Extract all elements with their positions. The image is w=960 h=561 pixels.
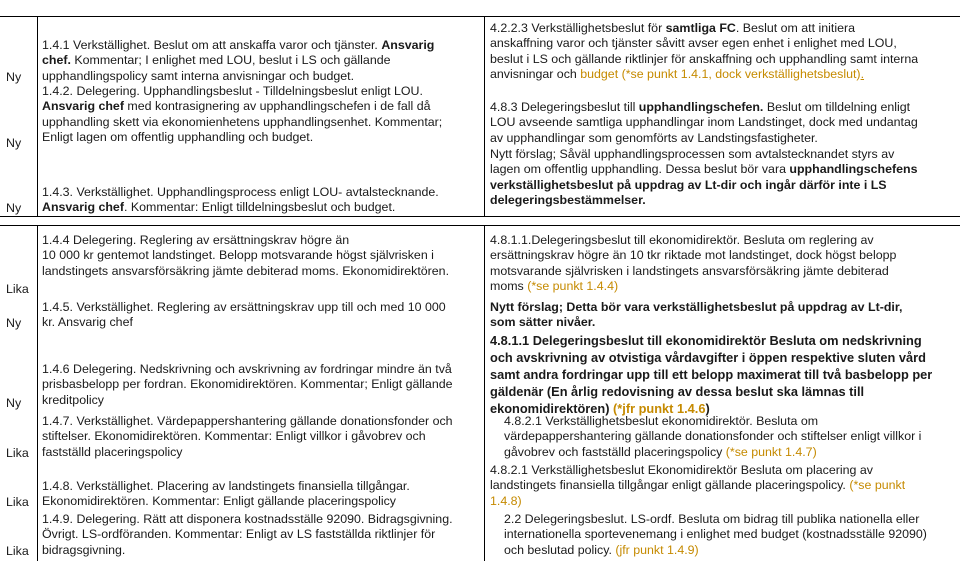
right-cell: 4.8.2.1 Verkställighetsbeslut ekonomidirektör. Besluta om värdepappershantering gällande donationsfonder och stiftelser enligt villkor i gåvobrev och fastställd placeringspolicy (*se punkt 1.4.7)	[504, 414, 922, 459]
row-status: Lika	[6, 495, 29, 509]
vertical-rule-mid-lower	[484, 225, 485, 561]
right-cell: 2.2 Delegeringsbeslut. LS-ordf. Besluta om bidrag till publika nationella eller internationella sportevenemang i enlighet med budget (kostnadsställe 92090) och beslutad policy. (jfr punkt 1.4.9)	[504, 512, 927, 557]
left-cell: 1.4.4 Delegering. Reglering av ersättningskrav högre än 10 000 kr gentemot landstinget. Belopp motsvarande högst självrisken i landstingets ansvarsförsäkring jämte debiterad moms. Ekonomidirektören.	[42, 233, 450, 278]
horizontal-rule-break2	[0, 225, 960, 226]
vertical-rule-left	[37, 16, 38, 216]
right-cell: 4.8.2.1 Verkställighetsbeslut Ekonomidirektör Besluta om placering av landstingets finansiella tillgångar enligt gällande placeringspolicy. (*se punkt 1.4.8)	[490, 463, 906, 508]
left-cell: 1.4.3. Verkställighet. Upphandlingsprocess enligt LOU- avtalstecknande. Ansvarig chef. Kommentar: Enligt tilldelningsbeslut och budget.	[42, 185, 439, 215]
left-cell: 1.4.8. Verkställighet. Placering av landstingets finansiella tillgångar. Ekonomidirektören. Kommentar: Enligt gällande placeringspolicy	[42, 479, 410, 509]
right-cell: 4.8.3 Delegeringsbeslut till upphandlingschefen. Beslut om tilldelning enligt LOU avseende samtliga upphandlingar inom Landstinget, dock med undantag av upphandlingar som genomförts av Landstingsfastigheter.	[490, 100, 918, 145]
right-cell: Nytt förslag; Detta bör vara verkställighetsbeslut på uppdrag av Lt-dir, som sätter nivåer.	[490, 300, 903, 330]
vertical-rule-mid	[484, 16, 485, 216]
left-cell: 1.4.2. Delegering. Upphandlingsbeslut - Tilldelningsbeslut enligt LOU. Ansvarig chef med kontrasignering av upphandlingschefen i de fall då upphandling skett via ekonomienhetens upphandlingsenhet. Kommentar; Enligt lagen om offentlig upphandling och budget.	[42, 84, 443, 145]
row-status: Lika	[6, 544, 29, 558]
row-status: Ny	[6, 136, 22, 150]
left-cell: 1.4.5. Verkställighet. Reglering av ersättningskrav upp till och med 10 000 kr. Ansvarig chef	[42, 300, 446, 330]
left-cell: 1.4.7. Verkställighet. Värdepappershantering gällande donationsfonder och stiftelser. Ekonomidirektören. Kommentar: Enligt villkor i gåvobrev och fastställd placeringspolicy	[42, 414, 453, 459]
horizontal-rule-top	[0, 16, 960, 17]
row-status: Ny	[6, 396, 22, 410]
left-cell: 1.4.1 Verkställighet. Beslut om att anskaffa varor och tjänster. Ansvarig chef. Kommentar; I enlighet med LOU, beslut i LS och gällande upphandlingspolicy samt interna anvisningar och budget.	[42, 38, 435, 83]
row-status: Lika	[6, 446, 29, 460]
row-status: Ny	[6, 316, 22, 330]
right-cell: 4.8.1.1 Delegeringsbeslut till ekonomidirektör Besluta om nedskrivning och avskrivning av otvistiga vårdavgifter i öppen respektive sluten vård samt andra fordringar upp till ett belopp maximerat till två basbelopp per gäldenär (En årlig redovisning av dessa beslut ska lämnas till ekonomidirektören) (*jfr punkt 1.4.6)	[490, 333, 933, 416]
row-status: Lika	[6, 282, 29, 296]
right-cell: 4.2.2.3 Verkställighetsbeslut för samtliga FC. Beslut om att initiera anskaffning varor och tjänster såvitt avser egen enhet i enlighet med LOU, beslut i LS och gällande riktlinjer för anskaffning och upphandling samt interna anvisningar och budget (*se punkt 1.4.1, dock verkställighetsbeslut).	[490, 21, 919, 82]
right-cell: Nytt förslag; Såväl upphandlingsprocessen som avtalstecknandet styrs av lagen om offentlig upphandling. Dessa beslut bör vara upphandlingschefens verkställighetsbeslut på uppdrag av Lt-dir och ingår därför inte i LS delegeringsbestämmelser.	[490, 147, 918, 208]
vertical-rule-left-lower	[37, 225, 38, 561]
row-status: Ny	[6, 201, 22, 215]
horizontal-rule-break	[0, 216, 960, 217]
left-cell: 1.4.9. Delegering. Rätt att disponera kostnadsställe 92090. Bidragsgivning. Övrigt. LS-ordföranden. Kommentar: Enligt av LS fastställda riktlinjer för bidragsgivning.	[42, 512, 453, 557]
row-status: Ny	[6, 70, 22, 84]
right-cell: 4.8.1.1.Delegeringsbeslut till ekonomidirektör. Besluta om reglering av ersättningskrav högre än 10 tkr riktade mot landstinget, dock högst belopp motsvarande självrisken i landstingets ansvarsförsäkring jämte debiterad moms (*se punkt 1.4.4)	[490, 233, 897, 294]
left-cell: 1.4.6 Delegering. Nedskrivning och avskrivning av fordringar mindre än två prisbasbelopp per fordran. Ekonomidirektören. Kommentar; Enligt gällande kreditpolicy	[42, 362, 453, 407]
